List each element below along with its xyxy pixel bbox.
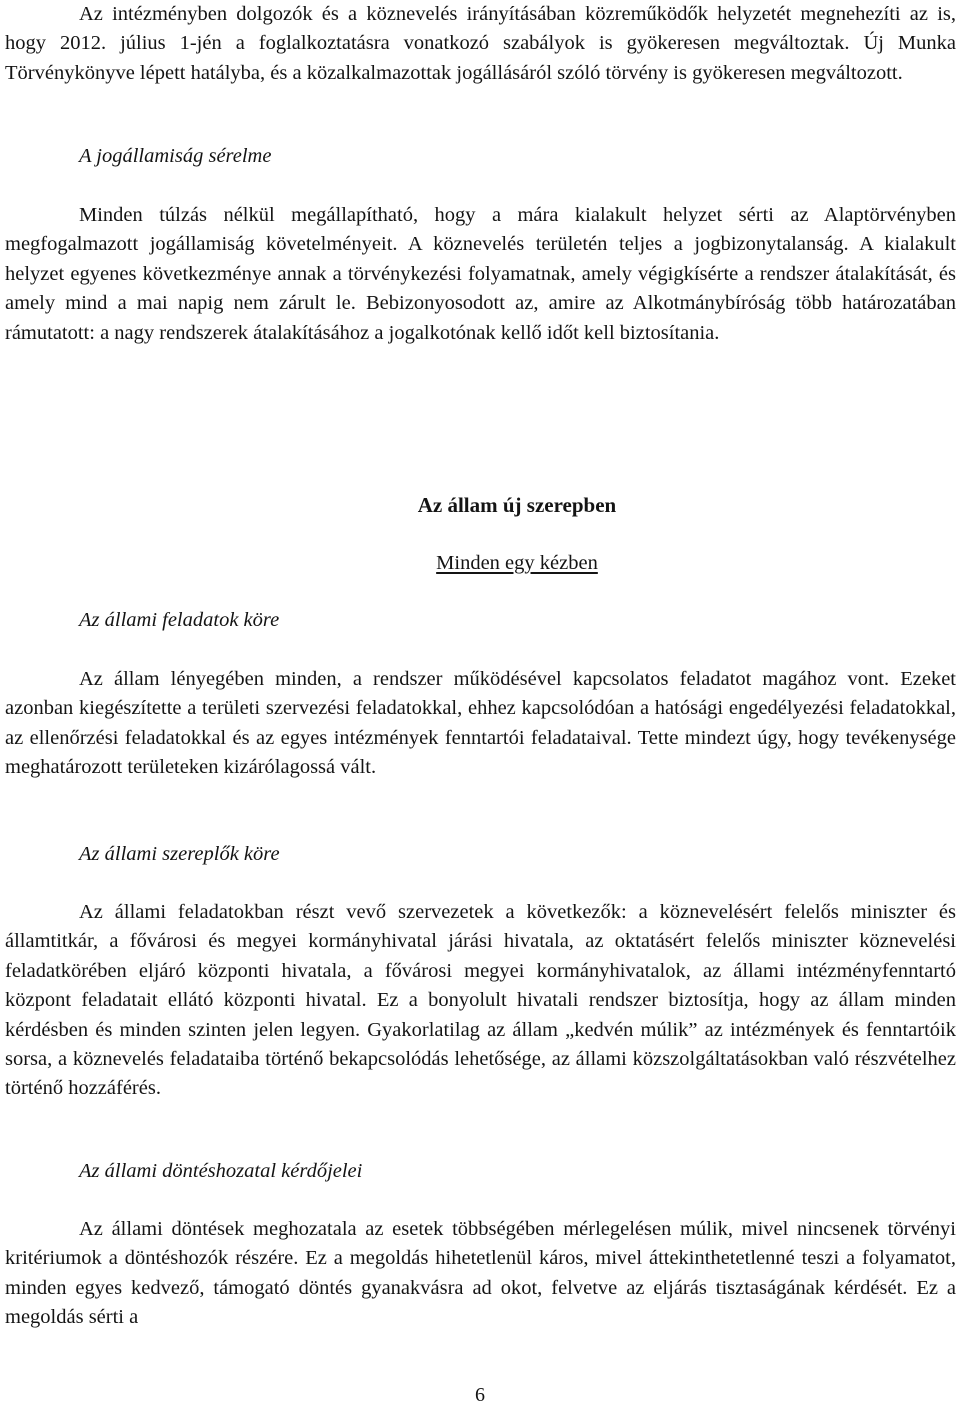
paragraph-jogallamisag: Minden túlzás nélkül megállapítható, hogy a mára kialakult helyzet sérti az Alaptörvényben megfogalmazott jogállamiság követelményeit. A köznevelés területén teljes a jogbizonytalanság. A kialakult helyzet egyenes következménye annak a törvénykezési folyamatnak, amely végigkísérte a rendszer átalakítását, és amely mind a mai napig nem zárult le. Bebizonyosodott az, amire az Alkotmánybíróság több határozatában rámutatott: a nagy rendszerek átalakításához a jogalkotónak kellő időt kell biztosítania. xyxy=(5,204,956,344)
paragraph-donteshozatal: Az állami döntések meghozatala az esetek többségében mérlegelésen múlik, mivel nincsenek törvényi kritériumok a döntéshozók részére. Ez a megoldás hihetetlenül káros, mivel áttekinthetetlenné teszi a folyamatot, minden egyes kedvező, támogató döntés gyanakvásra ad okot, felvetve az eljárás tisztaságának kérdését. Ez a megoldás sérti a xyxy=(5,1218,956,1329)
paragraph-allami-szereplok: Az állami feladatokban részt vevő szervezetek a következők: a köznevelésért felelős miniszter és államtitkár, a fővárosi és megyei kormányhivatal járási hivatala, az oktatásért felelős miniszter köznevelési feladatkörében eljáró központi hivatala, a fővárosi megyei kormányhivatalok, az állami intézményfenntartó központ feladatait ellátó központi hivatal. Ez a bonyolult hivatali rendszer biztosítja, hogy az állam minden kérdésben és minden szinten jelen legyen. Gyakorlatilag az állam „kedvén múlik” az intézmények és fenntartóik sorsa, a köznevelés feladataiba történő bekapcsolódás lehetősége, az állami közszolgáltatásokban való részvételhez történő hozzáférés. xyxy=(5,901,956,1100)
section-heading-jogallamisag: A jogállamiság sérelme xyxy=(79,145,272,167)
chapter-subtitle: Minden egy kézben xyxy=(436,552,598,574)
section-heading-allami-feladatok: Az állami feladatok köre xyxy=(79,609,280,631)
chapter-title: Az állam új szerepben xyxy=(417,493,617,517)
page-number: 6 xyxy=(475,1384,485,1406)
paragraph-allami-feladatok: Az állam lényegében minden, a rendszer működésével kapcsolatos feladatot magához vont. Ezeket azonban kiegészítette a területi szervezési feladatokkal, ehhez kapcsolódóan a hatósági engedélyezési feladatokkal, az ellenőrzési feladatokkal és az egyes intézmények fenntartói feladataival. Tette mindezt úgy, hogy tevékenysége meghatározott területeken kizárólagossá vált. xyxy=(5,668,956,779)
paragraph-employment-rules: Az intézményben dolgozók és a köznevelés irányításában közreműködők helyzetét megnehezíti az is, hogy 2012. július 1-jén a foglalkoztatásra vonatkozó szabályok is gyökeresen megváltoztak. Új Munka Törvénykönyve lépett hatályba, és a közalkalmazottak jogállásáról szóló törvény is gyökeresen megváltozott. xyxy=(5,3,956,84)
section-heading-donteshozatal: Az állami döntéshozatal kérdőjelei xyxy=(79,1160,363,1182)
section-heading-allami-szereplok: Az állami szereplők köre xyxy=(79,843,280,865)
